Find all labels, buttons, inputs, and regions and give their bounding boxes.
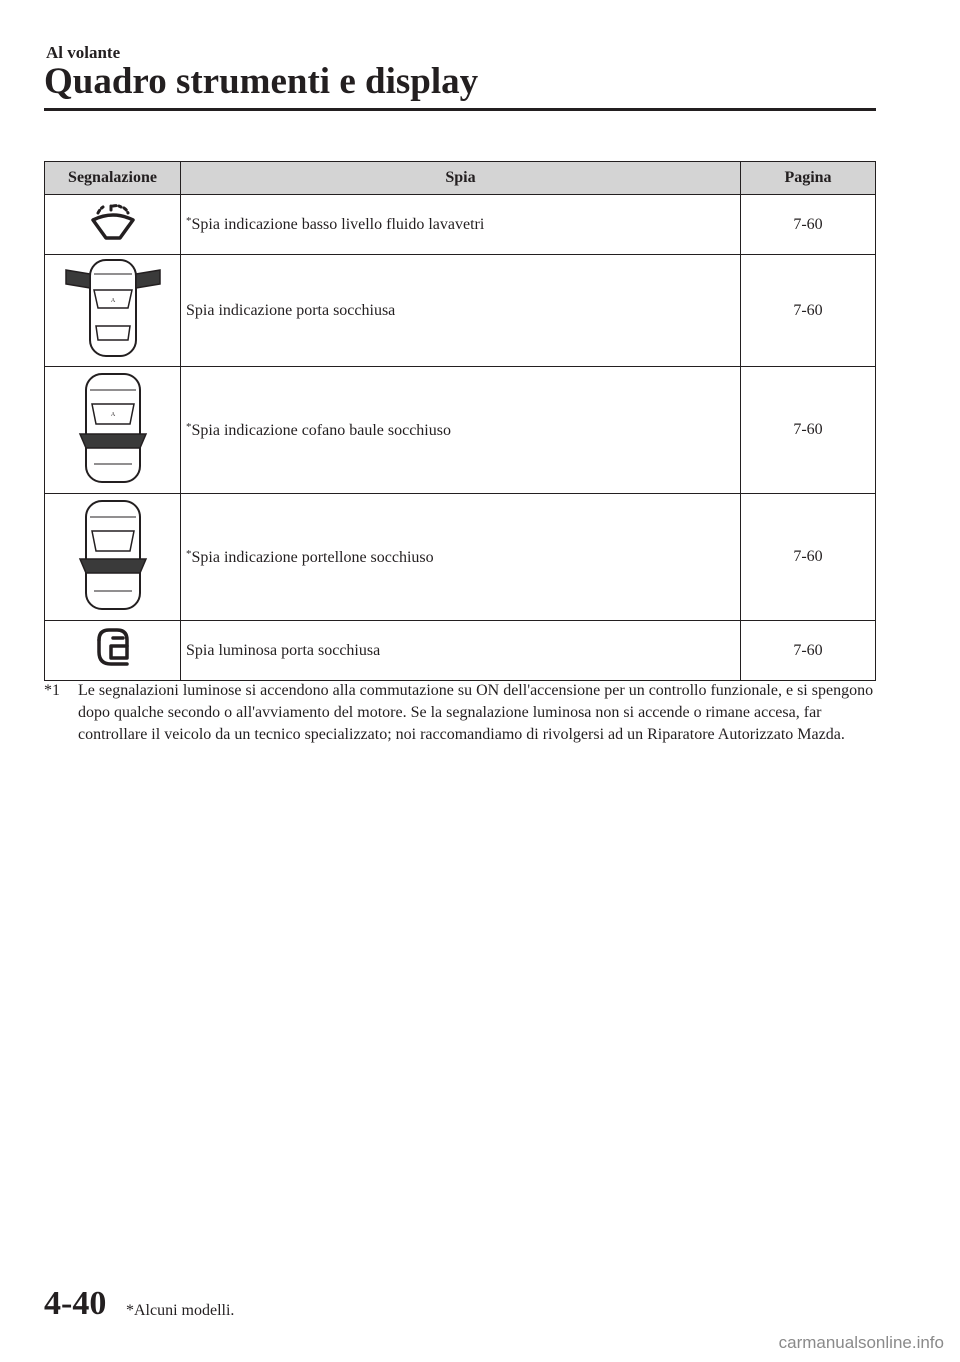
page-number: 4-40 [44, 1285, 107, 1322]
icon-cell [45, 494, 181, 621]
row-label: Spia luminosa porta socchiusa [186, 642, 381, 659]
row-label: Spia indicazione porta socchiusa [186, 302, 396, 319]
column-header-spia: Spia [181, 162, 741, 195]
icon-cell [45, 255, 181, 367]
footnote-mark: *1 [44, 682, 60, 699]
row-label: Spia indicazione portellone socchiuso [191, 548, 434, 566]
footnote-text: Le segnalazioni luminose si accendono alla commutazione su ON dell'accensione per un controllo funzionale, e si spengono dopo qualche secondo o all'avviamento del motore. Se la segnalazione luminosa non si accende o rimane accesa, far controllare il veicolo da un tecnico specializzato; noi raccomandiamo di rivolgersi ad un Riparatore Autorizzato Mazda. [78, 682, 874, 743]
row-label-cell [181, 621, 741, 681]
car-liftgate-open-icon [68, 497, 158, 613]
row-label-cell [181, 367, 741, 494]
table-row [45, 255, 876, 367]
row-page: 7-60 [741, 367, 876, 494]
row-label-cell [181, 195, 741, 255]
table-header-row [45, 162, 876, 195]
column-header-pagina: Pagina [741, 162, 876, 195]
row-page: 7-60 [741, 255, 876, 367]
row-label: Spia indicazione cofano baule socchiuso [191, 421, 451, 439]
footer-note: *Alcuni modelli. [126, 1302, 235, 1319]
watermark: carmanualsonline.info [778, 1333, 944, 1352]
icon-cell [45, 621, 181, 681]
car-doors-open-icon [58, 256, 168, 360]
icon-cell [45, 367, 181, 494]
row-label: Spia indicazione basso livello fluido lavavetri [191, 216, 485, 233]
door-ajar-icon [89, 624, 137, 672]
column-header-segnalazione: Segnalazione [45, 162, 181, 195]
asterisk: * [186, 420, 192, 433]
asterisk: * [186, 215, 192, 227]
svg-text:A: A [110, 298, 115, 304]
warning-lights-table [44, 161, 876, 681]
car-trunk-open-icon [68, 370, 158, 486]
title-rule [44, 108, 876, 111]
table-row [45, 621, 876, 681]
icon-cell [45, 195, 181, 255]
asterisk: * [186, 547, 192, 560]
table-row [45, 195, 876, 255]
row-page: 7-60 [741, 621, 876, 681]
footnote [44, 680, 884, 746]
section-label: Al volante [46, 43, 121, 62]
table-row [45, 494, 876, 621]
table-row [45, 367, 876, 494]
svg-text:A: A [110, 411, 115, 418]
page-title: Quadro strumenti e display [44, 61, 479, 102]
row-label-cell [181, 255, 741, 367]
row-page: 7-60 [741, 494, 876, 621]
washer-fluid-icon [88, 202, 138, 242]
row-page: 7-60 [741, 195, 876, 255]
row-label-cell [181, 494, 741, 621]
